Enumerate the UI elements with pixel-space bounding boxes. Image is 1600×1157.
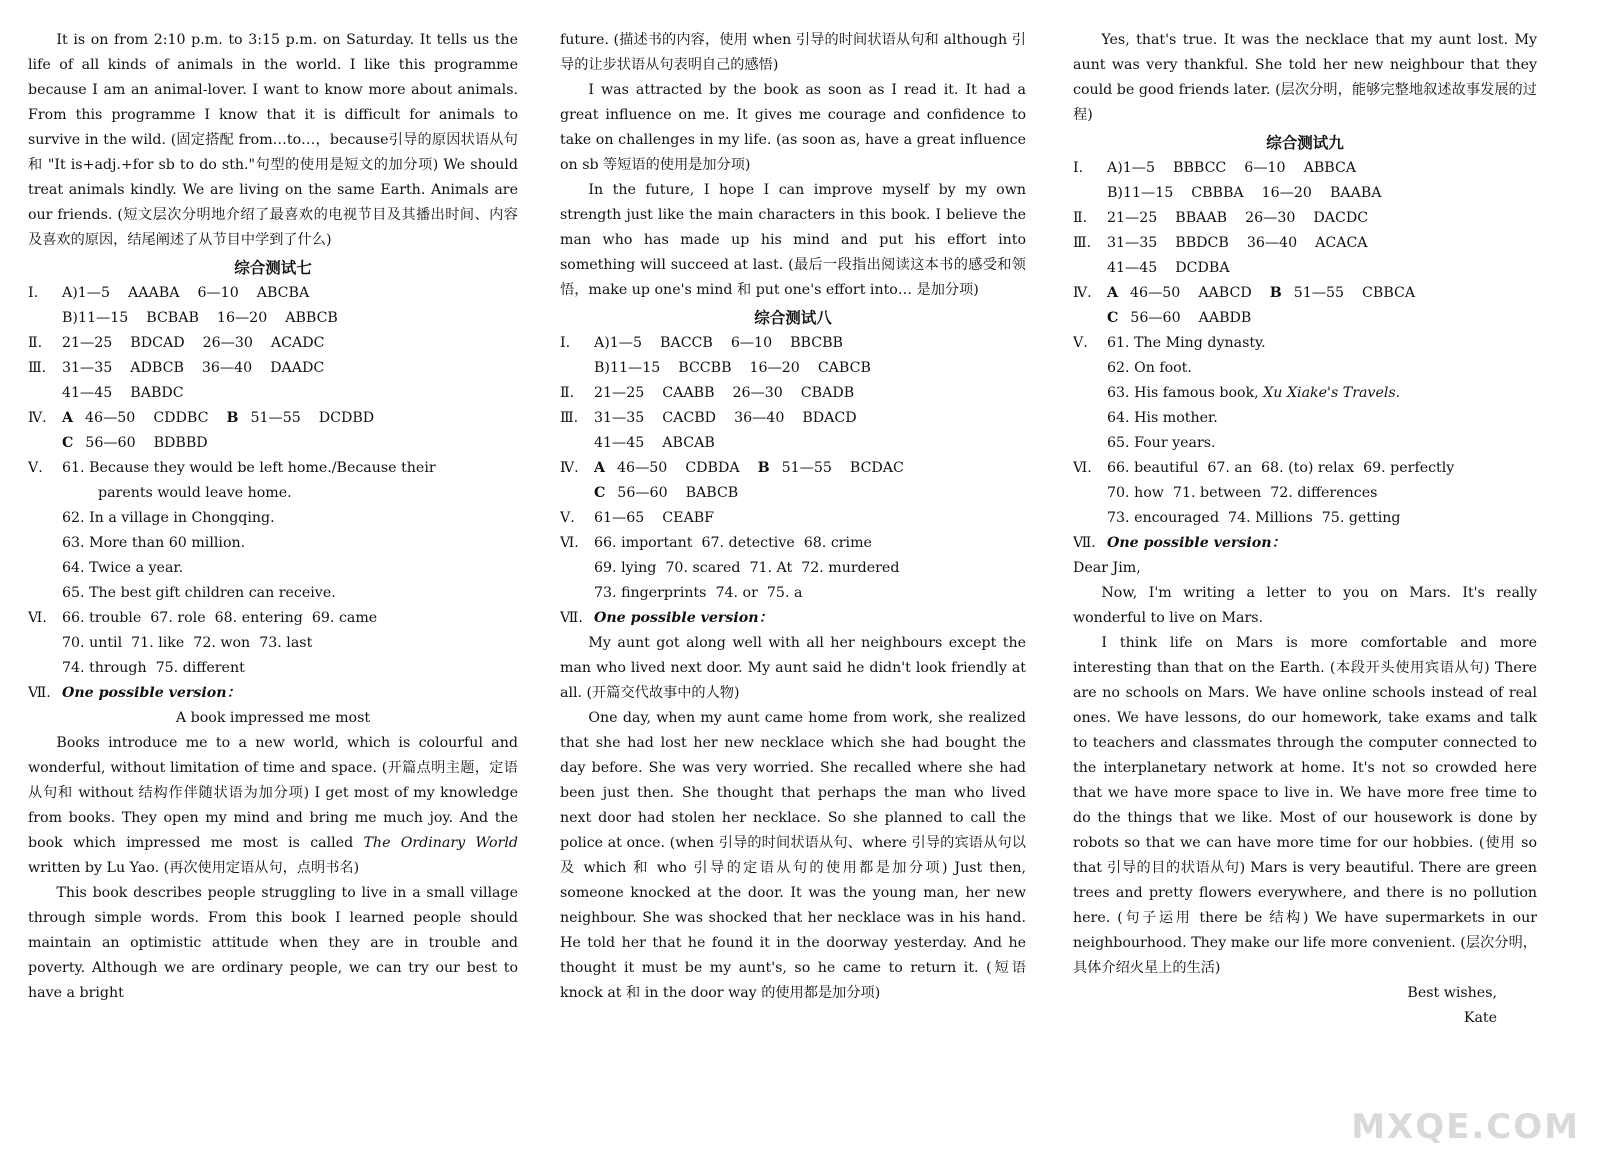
answer-row: Ⅶ. One possible version： — [28, 685, 241, 701]
letter-closing: Best wishes, — [1407, 985, 1497, 1001]
answer-row: Ⅲ. 31—35 BBDCB 36—40 ACACA — [1073, 235, 1368, 251]
test-heading: 综合测试七 — [234, 258, 312, 277]
answer-row: B)11—15 BCBAB 16—20 ABBCB — [62, 310, 338, 326]
essay-paragraph: My aunt got along well with all her neighbours except the man who lived next door. My aunt said he didn't look friendly at all. (开篇交代故事中的人物) — [560, 635, 1026, 701]
essay-paragraph: It is on from 2:10 p.m. to 3:15 p.m. on Saturday. It tells us the life of all kinds of animals in the world. I like this programme because I am an animal-lover. I want to know more about animals. From this programme I know that it is difficult for animals to survive in the wild. (固定搭配 from…to…，because引导的原因状语从句和 "It is+adj.+for sb to do sth."句型的使用是短文的加分项) We should treat animals kindly. We are living on the same Earth. Animals are our friends. (短文层次分明地介绍了最喜欢的电视节目及其播出时间、内容及喜欢的原因，结尾阐述了从节目中学到了什么) — [28, 32, 518, 248]
answer-row: Ⅵ. 66. trouble 67. role 68. entering 69. came — [28, 610, 378, 626]
essay-paragraph: I think life on Mars is more comfortable and more interesting than that on the Earth. (本段开头使用宾语从句) There are no schools on Mars. We have online schools instead of real ones. We have lessons, do our homework, take exams and talk to teachers and classmates through the computer connected to the interplanetary network at home. It's not so crowded here that we have more space to live in. We have more free time to do the things that we like. Most of our housework is done by robots so that we can have more time for our hobbies. (使用 so that 引导的目的状语从句) Mars is very beautiful. There are green trees and pretty flowers everywhere, and there is no pollution here. (句子运用 there be 结构) We have supermarkets in our neighbourhood. They make our life more convenient. (层次分明，具体介绍火星上的生活) — [1073, 635, 1537, 976]
letter-greeting: Dear Jim, — [1073, 560, 1141, 576]
answer-row: B)11—15 BCCBB 16—20 CABCB — [594, 360, 871, 376]
essay-paragraph: Now, I'm writing a letter to you on Mars. It's really wonderful to live on Mars. — [1073, 585, 1537, 626]
essay-paragraph: In the future, I hope I can improve myself by my own strength just like the main characters in this book. I believe the man who has made up his mind and put his effort into something will succeed at last. (最后一段指出阅读这本书的感受和领悟，make up one's mind 和 put one's effort into… 是加分项) — [560, 182, 1026, 298]
answer-row: Ⅶ. One possible version： — [1073, 535, 1286, 551]
answer-row: Ⅱ. 21—25 BBAAB 26—30 DACDC — [1073, 210, 1369, 226]
answer-row: Ⅱ. 21—25 BDCAD 26—30 ACADC — [28, 335, 325, 351]
essay-paragraph: I was attracted by the book as soon as I read it. It had a great influence on me. It gives me courage and confidence to take on challenges in my life. (as soon as, have a great influence on sb 等短语的使用是加分项) — [560, 82, 1026, 173]
answer-row: Ⅱ. 21—25 CAABB 26—30 CBADB — [560, 385, 855, 401]
essay-title: A book impressed me most — [175, 710, 371, 726]
test-heading: 综合测试八 — [754, 308, 832, 327]
test-heading: 综合测试九 — [1266, 133, 1344, 152]
essay-paragraph: One day, when my aunt came home from work, she realized that she had lost her new necklace which she had bought the day before. She was very worried. She recalled where she had been just then. She thought that perhaps the man who lived next door had stolen her necklace. So she planned to call the police at once. (when 引导的时间状语从句、where 引导的宾语从句以及 which 和 who 引导的定语从句的使用都是加分项) Just then, someone knocked at the door. It was the young man, her new neighbour. She was shocked that her necklace was in his hand. He told her that he found it in the doorway yesterday. And he thought it must be my aunt's, so he came to return it. (短语 knock at 和 in the door way 的使用都是加分项) — [560, 710, 1026, 1001]
essay-paragraph: Yes, that's true. It was the necklace that my aunt lost. My aunt was very thankful. She told her new neighbour that they could be good friends later. (层次分明，能够完整地叙述故事发展的过程) — [1073, 32, 1537, 123]
answer-row: Ⅳ. A 46—50 AABCD B 51—55 CBBCA — [1073, 285, 1416, 301]
answer-row: Ⅰ. A)1—5 BBBCC 6—10 ABBCA — [1073, 160, 1357, 176]
answer-row: Ⅲ. 31—35 ADBCB 36—40 DAADC — [28, 360, 325, 376]
answer-row: Ⅳ. A 46—50 CDBDA B 51—55 BCDAC — [560, 460, 904, 476]
answer-row: 41—45 BABDC — [62, 385, 184, 401]
answer-row: Ⅲ. 31—35 CACBD 36—40 BDACD — [560, 410, 857, 426]
answer-row: C 56—60 BABCB — [594, 485, 739, 501]
answer-row: Ⅴ. 61. Because they would be left home./Because their — [28, 460, 436, 476]
answer-row: Ⅶ. One possible version： — [560, 610, 773, 626]
column-middle: future. (描述书的内容，使用 when 引导的时间状语从句和 although 引导的让步状语从句表明自己的感悟) I was attracted by the book as soon as I read it. It had a great influence on me. It gives me courage and confidence to take on challenges in my life. (as soon as, have a great influence on sb 等短语的使用是加分项) In the future, I hope I can improve myself by my own strength just like the main characters in this book. I believe the man who has made up his mind and put his effort into something will succeed at last. (最后一段指出阅读这本书的感受和领悟，make up one's mind 和 put one's effort into… 是加分项) 综合测试八 Ⅰ. A)1—5 BACCB 6—10 BBCBB B)11—15 BCCBB 16—20 CABCB Ⅱ. 21—25 CAABB 26—30 CBADB Ⅲ. 31—35 CACBD 36—40 BDACD 41—45 ABCAB Ⅳ. A 46—50 CDBDA B 51—55 BCDAC C 56—60 BABCB Ⅴ. 61—65 CEABF Ⅵ. 66. important 67. detective 68. crime 69. lying 70. scared 71. At 72. murdered 73. fingerprints 74. or 75. a Ⅶ. One possible version： My aunt got along well with all her neighbours except the man who lived next door. My aunt said he didn't look friendly at all. (开篇交代故事中的人物) One day, when my aunt came home from work, she realized that she had lost her new necklace which she had bought the day before. She was very worried. She recalled where she had been just then. She thought that perhaps the man who lived next door had stolen her necklace. So she planned to call the police at once. (when 引导的时间状语从句、where 引导的宾语从句以及 which 和 who 引导的定语从句的使用都是加分项) Just then, someone knocked at the door. It was the young man, her new neighbour. She was shocked that her necklace was in his hand. He told her that he found it in the doorway yesterday. And he thought it must be my aunt's, so he came to return it. (短语 knock at 和 in the door way 的使用都是加分项) — [560, 28, 1026, 1148]
column-left: It is on from 2:10 p.m. to 3:15 p.m. on Saturday. It tells us the life of all kinds of animals in the world. I like this programme because I am an animal-lover. I want to know more about animals. From this programme I know that it is difficult for animals to survive in the wild. (固定搭配 from…to…，because引导的原因状语从句和 "It is+adj.+for sb to do sth."句型的使用是短文的加分项) We should treat animals kindly. We are living on the same Earth. Animals are our friends. (短文层次分明地介绍了最喜欢的电视节目及其播出时间、内容及喜欢的原因，结尾阐述了从节目中学到了什么) 综合测试七 Ⅰ. A)1—5 AAABA 6—10 ABCBA B)11—15 BCBAB 16—20 ABBCB Ⅱ. 21—25 BDCAD 26—30 ACADC Ⅲ. 31—35 ADBCB 36—40 DAADC 41—45 BABDC Ⅳ. A 46—50 CDDBC B 51—55 DCDBD C 56—60 BDBBD Ⅴ. 61. Because they would be left home./Because their parents would leave home. 62. In a village in Chongqing. 63. More than 60 million. 64. Twice a year. 65. The best gift children can receive. Ⅵ. 66. trouble 67. role 68. entering 69. came 70. until 71. like 72. won 73. last 74. through 75. different Ⅶ. One possible version： A book impressed me most Books introduce me to a new world, which is colourful and wonderful, without limitation of time and space. (开篇点明主题，定语从句和 without 结构作伴随状语为加分项) I get most of my knowledge from books. They open my mind and bring me much joy. And the book which impressed me most is called The Ordinary World written by Lu Yao. (再次使用定语从句，点明书名) This book describes people struggling to live in a small village through simple words. From this book I learned people should maintain an optimistic attitude when they are in trouble and poverty. Although we are ordinary people, we can try our best to have a bright — [28, 28, 518, 1148]
essay-paragraph: This book describes people struggling to live in a small village through simple words. From this book I learned people should maintain an optimistic attitude when they are in trouble and poverty. Although we are ordinary people, we can try our best to have a bright — [28, 885, 518, 1001]
answer-row: Ⅳ. A 46—50 CDDBC B 51—55 DCDBD — [28, 410, 375, 426]
answer-row: Ⅰ. A)1—5 BACCB 6—10 BBCBB — [560, 335, 843, 351]
answer-row: Ⅴ. 61—65 CEABF — [560, 510, 715, 526]
letter-signature: Kate — [1463, 1010, 1497, 1026]
essay-paragraph: future. (描述书的内容，使用 when 引导的时间状语从句和 although 引导的让步状语从句表明自己的感悟) — [560, 32, 1026, 73]
answer-row: 41—45 DCDBA — [1107, 260, 1230, 276]
answer-row: C 56—60 AABDB — [1107, 310, 1252, 326]
answer-row: Ⅵ. 66. important 67. detective 68. crime — [560, 535, 872, 551]
answer-row: Ⅰ. A)1—5 AAABA 6—10 ABCBA — [28, 285, 310, 301]
watermark: MXQE.COM — [1351, 1107, 1580, 1147]
answer-row: C 56—60 BDBBD — [62, 435, 208, 451]
essay-paragraph: Books introduce me to a new world, which is colourful and wonderful, without limitation of time and space. (开篇点明主题，定语从句和 without 结构作伴随状语为加分项) I get most of my knowledge from books. They open my mind and bring me much joy. And the book which impressed me most is called The Ordinary World written by Lu Yao. (再次使用定语从句，点明书名) — [28, 735, 518, 876]
answer-row: B)11—15 CBBBA 16—20 BAABA — [1107, 185, 1382, 201]
column-right: Yes, that's true. It was the necklace that my aunt lost. My aunt was very thankful. She told her new neighbour that they could be good friends later. (层次分明，能够完整地叙述故事发展的过程) 综合测试九 Ⅰ. A)1—5 BBBCC 6—10 ABBCA B)11—15 CBBBA 16—20 BAABA Ⅱ. 21—25 BBAAB 26—30 DACDC Ⅲ. 31—35 BBDCB 36—40 ACACA 41—45 DCDBA Ⅳ. A 46—50 AABCD B 51—55 CBBCA C 56—60 AABDB Ⅴ. 61. The Ming dynasty. 62. On foot. 63. His famous book, Xu Xiake's Travels. 64. His mother. 65. Four years. Ⅵ. 66. beautiful 67. an 68. (to) relax 69. perfectly 70. how 71. between 72. differences 73. encouraged 74. Millions 75. getting Ⅶ. One possible version： Dear Jim, Now, I'm writing a letter to you on Mars. It's really wonderful to live on Mars. I think life on Mars is more comfortable and more interesting than that on the Earth. (本段开头使用宾语从句) There are no schools on Mars. We have online schools instead of real ones. We have lessons, do our homework, take exams and talk to teachers and classmates through the computer connected to the interplanetary network at home. It's not so crowded here that we have more space to live in. We have more free time to do the things that we like. Most of our housework is done by robots so that we can have more time for our hobbies. (使用 so that 引导的目的状语从句) Mars is very beautiful. There are green trees and pretty flowers everywhere, and there is no pollution here. (句子运用 there be 结构) We have supermarkets in our neighbourhood. They make our life more convenient. (层次分明，具体介绍火星上的生活) Best wishes, Kate — [1073, 28, 1537, 1148]
answer-row: 41—45 ABCAB — [594, 435, 715, 451]
answer-row: Ⅵ. 66. beautiful 67. an 68. (to) relax 69. perfectly — [1073, 460, 1455, 476]
answer-row: Ⅴ. 61. The Ming dynasty. — [1073, 335, 1266, 351]
